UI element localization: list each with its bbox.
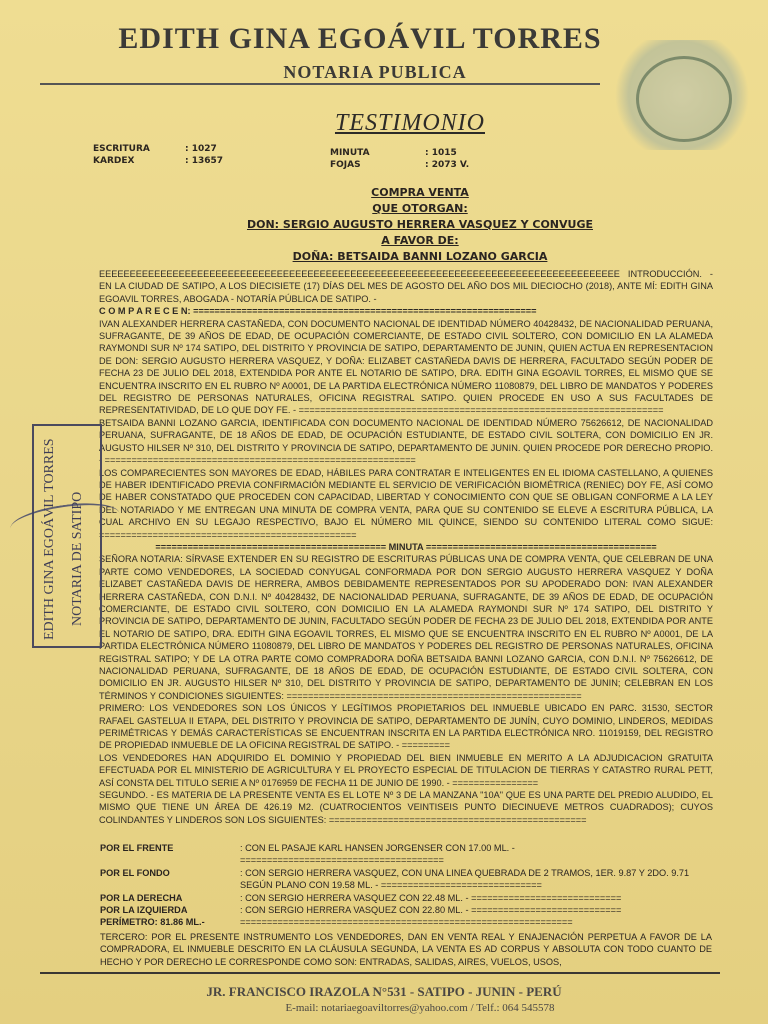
footer-contact: E-mail: notariaegoaviltorres@yahoo.com / Telf.: 064 545578: [285, 1002, 555, 1014]
intro-paragraph: EEEEEEEEEEEEEEEEEEEEEEEEEEEEEEEEEEEEEEEEEEEEEEEEEEEEEEEEEEEEEEEEEEEEEEEEEEEEEEEEEEEEE INTRODUCCIÓN. - EN LA CIUDAD DE SATIPO, A LOS DIECISIETE (17) DÍAS DEL MES DE AGOSTO DEL AÑO DOS MIL DIECIOCHO (2018), ANTE MÍ: EDITH GINA EGOAVIL TORRES, ABOGADA - NOTARÍA PÚBLICA DE SATIPO. -: [99, 269, 713, 304]
kardex-label: KARDEX: [93, 156, 135, 166]
lindero-key: POR LA DERECHA: [100, 892, 183, 903]
lindero-value: : CON EL PASAJE KARL HANSEN JORGENSER CON 17.00 ML. - ======================================: [240, 843, 515, 866]
fojas-label: FOJAS: [330, 160, 361, 170]
minuta-heading: =========================================== MINUTA ===========================================: [155, 541, 657, 552]
lindero-row: [100, 892, 712, 904]
lindero-key: POR LA IZQUIERDA: [100, 905, 188, 916]
paragraph-5: PRIMERO: LOS VENDEDORES SON LOS ÚNICOS Y LEGÍTIMOS PROPIETARIOS DEL INMUEBLE UBICADO EN PARC. 31530, SECTOR RAFAEL GASTELUA II ETAPA, DEL DISTRITO Y PROVINCIA DE SATIPO, DEPARTAMENTO DE JUNÍN, CUYO DOMINIO, LINDEROS, MEDIDAS PERIMÉTRICAS Y DEMÁS CARACTERÍSTICAS SE ENCUENTRAN INSCRITA EN LA PARTIDA ELECTRÓNICA NRO. 11019159, DEL REGISTRO DE PROPIEDAD INMUEBLE DE LA OFICINA REGISTRAL DE SATIPO. - =========: [99, 703, 713, 751]
document-title: TESTIMONIO: [334, 110, 485, 136]
escritura-label: ESCRITURA: [93, 144, 150, 154]
heading-line-3: DON: SERGIO AUGUSTO HERRERA VASQUEZ Y CONVUGE: [246, 218, 593, 231]
lindero-row: [100, 842, 712, 867]
minuta-label: MINUTA: [330, 148, 370, 158]
paragraph-8: TERCERO: POR EL PRESENTE INSTRUMENTO LOS VENDEDORES, DAN EN VENTA REAL Y ENAJENACIÓN PERPETUA A FAVOR DE LA COMPRADORA, EL INMUEBLE DESCRITO EN LA CLÁUSULA SEGUNDA, LA VENTA ES AD CORPUS Y ABSOLUTA CON TODO CUANTO DE HECHO Y POR DERECHO LE CORRESPONDE COMO SON: ENTRADAS, SALIDAS, AIRES, VUELOS, USOS,: [100, 931, 712, 967]
notary-name: EDITH GINA EGOÁVIL TORRES: [118, 22, 602, 55]
header-rule: [40, 83, 600, 85]
heading-line-4: A FAVOR DE:: [381, 234, 459, 247]
footer-rule: [40, 972, 720, 974]
lindero-row: [100, 867, 712, 892]
lindero-key: POR EL FONDO: [100, 867, 170, 878]
paragraph-1: IVAN ALEXANDER HERRERA CASTAÑEDA, CON DOCUMENTO NACIONAL DE IDENTIDAD NÚMERO 40428432, DE NACIONALIDAD PERUANA, SUFRAGANTE, DE 39 AÑOS DE EDAD, DE OCUPACIÓN COMERCIANTE, DE ESTADO CIVIL SOLTERO, CON DOMICILIO EN LA ALAMEDA RAYMONDI SUR Nº 174 SATIPO, DEL DISTRITO Y PROVINCIA DE SATIPO, DEPARTAMENTO DE JUNIN, QUIEN ACTUA EN REPRESENTACION DE DON: SERGIO AUGUSTO HERRERA VASQUEZ, Y DOÑA: ELIZABET CASTAÑEDA DAVIS DE HERRERA, FACULTADO SEGÚN PODER DE FECHA 23 DE JULIO DEL 2018, EXTENDIDA POR ANTE EL NOTARIO DE SATIPO, DRA. EDITH GINA EGOAVIL TORRES, EL MISMO QUE SE ENCUENTRA INSCRITO EN EL RUBRO Nº A0001, DE LA PARTIDA ELECTRÓNICA NÚMERO 11080879, DEL LIBRO DE MANDATOS Y PODERES DEL REGISTRO DE PERSONAS NATURALES, OFICINA REGISTRAL SATIPO. QUIEN PROCEDE EN USO A SUS FACULTADES DE REPRESENTATIVIDAD, DE LO QUE DOY FE. - ====================================================================: [99, 318, 713, 416]
fojas-value: : 2073 V.: [425, 160, 470, 170]
heading-line-1: COMPRA VENTA: [371, 186, 469, 199]
minuta-value: : 1015: [425, 148, 457, 158]
lindero-value: : CON SERGIO HERRERA VASQUEZ CON 22.48 ML. - ============================: [240, 892, 622, 903]
stamp-line-2: NOTARIA DE SATIPO: [70, 491, 85, 626]
lindero-value: : CON SERGIO HERRERA VASQUEZ, CON UNA LINEA QUEBRADA DE 2 TRAMOS, 1ER. 9.87 Y 2DO. 9.71 SEGÚN PLANO CON 19.58 ML. - ==============================: [240, 867, 690, 891]
heading-line-5: DOÑA: BETSAIDA BANNI LOZANO GARCIA: [292, 250, 548, 263]
lindero-key: PERÍMETRO: 81.86 ML.-: [100, 917, 205, 928]
lindero-value: : CON SERGIO HERRERA VASQUEZ CON 22.80 ML. - ============================: [240, 905, 622, 916]
comparecen-heading: C O M P A R E C E N: ================================================================: [99, 306, 537, 317]
paragraph-2: BETSAIDA BANNI LOZANO GARCIA, IDENTIFICADA CON DOCUMENTO NACIONAL DE IDENTIDAD NÚMERO 75626612, DE NACIONALIDAD PERUANA, SUFRAGANTE, DE 18 AÑOS DE EDAD, DE OCUPACIÓN ESTUDIANTE, DE ESTADO CIVIL SOLTERA, CON DOMICILIO EN JR. AUGUSTO HILSER Nº 310, DEL DISTRITO Y PROVINCIA DE SATIPO, DEPARTAMENTO DE JUNIN. QUIEN PROCEDE POR DERECHO PROPIO. - ==========================================================: [99, 417, 713, 466]
lindero-value: ==============================================================: [240, 917, 573, 928]
lindero-row: [100, 904, 712, 916]
paragraph-4: SEÑORA NOTARIA: SÍRVASE EXTENDER EN SU REGISTRO DE ESCRITURAS PÚBLICAS UNA DE COMPRA VENTA, QUE CELEBRAN DE UNA PARTE COMO VENDEDORES, LA SOCIEDAD CONYUGAL CONFORMADA POR DON SERGIO AUGUSTO HERRERA VASQUEZ Y DOÑA ELIZABET CASTAÑEDA DAVIS DE HERRERA, AMBOS DEBIDAMENTE REPRESENTADOS POR SU APODERADO DON: IVAN ALEXANDER HERRERA CASTAÑEDA, CON D.N.I. Nº 40428432, DE NACIONALIDAD PERUANA, SUFRAGANTE, DE 39 AÑOS DE EDAD, DE OCUPACIÓN COMERCIANTE, DE ESTADO CIVIL SOLTERO, CON DOMICILIO EN LA ALAMEDA RAYMONDI SUR Nº 174 SATIPO, DEL DISTRITO Y PROVINCIA DE SATIPO, DEPARTAMENTO DE JUNIN, FACULTADO SEGÚN PODER DE FECHA 23 DE JULIO DEL 2018, EXTENDIDA POR ANTE EL NOTARIO DE SATIPO, DRA. EDITH GINA EGOAVIL TORRES, EL MISMO QUE SE ENCUENTRA INSCRITO EN EL RUBRO Nº A0001, DE LA PARTIDA ELECTRÓNICA NÚMERO 11080879, DEL LIBRO DE MANDATOS Y PODERES DEL REGISTRO DE PERSONAS NATURALES, OFICINA REGISTRAL SATIPO; Y DE LA OTRA PARTE COMO COMPRADORA DOÑA BETSAIDA BANNI LOZANO GARCIA, CON D.N.I. Nº 75626612, DE NACIONALIDAD PERUANA, SUFRAGANTE, DE 18 AÑOS DE EDAD, DE OCUPACIÓN ESTUDIANTE, DE ESTADO CIVIL SOLTERA, CON DOMICILIO EN JR. AUGUSTO HILSER Nº 310, DEL DISTRITO Y PROVINCIA DE SATIPO, DEPARTAMENTO DE JUNIN; CELEBRAN EN LOS TÉRMINOS Y CONDICIONES SIGUIENTES: =======================================================: [99, 554, 713, 701]
stamp-line-1: EDITH GINA EGOÁVIL TORRES: [42, 438, 57, 640]
escritura-value: : 1027: [185, 144, 217, 154]
notary-subtitle: NOTARIA PUBLICA: [283, 62, 467, 82]
document-body: [99, 268, 713, 826]
lindero-key: POR EL FRENTE: [100, 843, 174, 853]
footer-address: JR. FRANCISCO IRAZOLA N°531 - SATIPO - JUNIN - PERÚ: [206, 984, 562, 999]
paragraph-7: SEGUNDO. - ES MATERIA DE LA PRESENTE VENTA ES EL LOTE Nº 3 DE LA MANZANA "10A" QUE ES UNA PARTE DEL PREDIO ALUDIDO, EL MISMO QUE TIENE UN ÁREA DE 426.19 M2. (CUATROCIENTOS VEINTISEIS PUNTO DIECINUEVE METROS CUADRADOS); CUYOS COLINDANTES Y LINDEROS SON LOS SIGUIENTES: ================================================: [99, 790, 713, 825]
lindero-row: [100, 916, 712, 928]
kardex-value: : 13657: [185, 156, 224, 166]
paragraph-6: LOS VENDEDORES HAN ADQUIRIDO EL DOMINIO Y PROPIEDAD DEL BIEN INMUEBLE EN MERITO A LA ADJUDICACION GRATUITA EFECTUADA POR EL MINISTERIO DE AGRICULTURA Y EL PROYECTO ESPECIAL DE TITULACION DE TIERRAS Y CATASTRO RURAL PETT, ASÍ CONSTA DEL TITULO SERIE A Nº 0176959 DE FECHA 11 DE JUNIO DE 1990. - ================: [99, 752, 713, 788]
heading-line-2: QUE OTORGAN:: [372, 202, 468, 215]
paragraph-3: LOS COMPARECIENTES SON MAYORES DE EDAD, HÁBILES PARA CONTRATAR E INTELIGENTES EN EL IDIOMA CASTELLANO, A QUIENES DE HABER IDENTIFICADO PREVIA CONFIRMACIÓN MEDIANTE EL SERVICIO DE VERIFICACIÓN BIOMÉTRICA (RENIEC) DOY FE, ASÍ COMO DE HABER CONSTATADO QUE PROCEDEN CON CAPACIDAD, LIBERTAD Y CONOCIMIENTO CON QUE SE OBLIGAN CONFORME A LA LEY DEL NOTARIADO Y ME ENTREGAN UNA MINUTA DE COMPRA VENTA, PARA QUE SU CONTENIDO SE ELEVE A ESCRITURA PÚBLICA, LA CUAL ARCHIVO EN SU LEGAJO RESPECTIVO, BAJO EL NÚMERO MIL QUINCE, SIENDO SU CONTENIDO LITERAL COMO SIGUE: ================================================: [99, 467, 713, 540]
linderos-table: [100, 842, 712, 968]
